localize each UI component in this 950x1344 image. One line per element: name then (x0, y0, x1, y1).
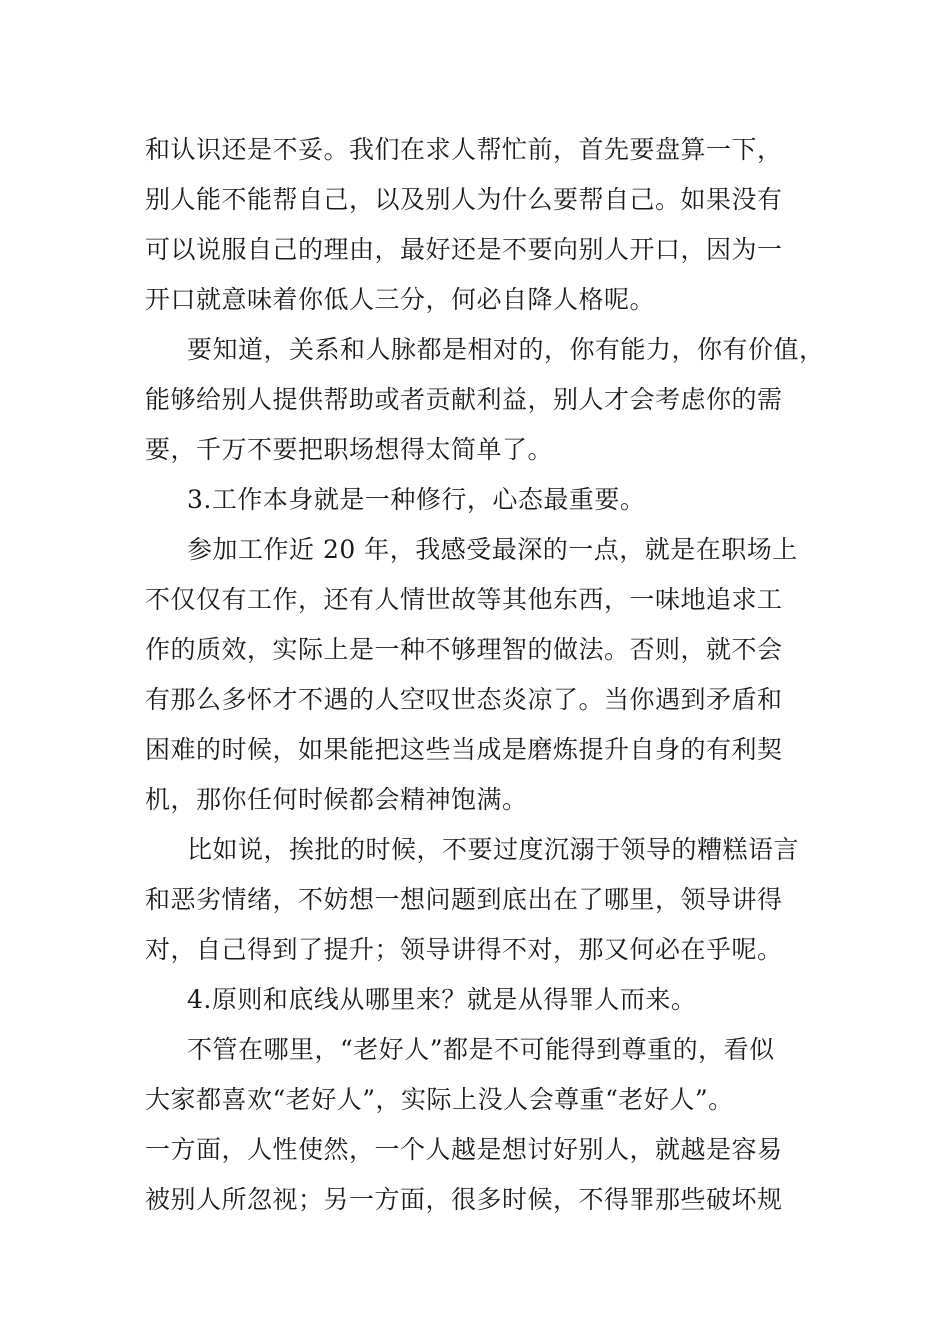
paragraph-start-line: 不管在哪里，“老好人”都是不可能得到尊重的，看似 (187, 1035, 775, 1064)
text-line: 一方面，人性使然，一个人越是想讨好别人，就越是容易 (145, 1135, 783, 1164)
text-line: 困难的时候，如果能把这些当成是磨炼提升自身的有利契 (145, 735, 783, 764)
paragraph-start-line: 比如说，挨批的时候，不要过度沉溺于领导的糟糕语言 (187, 835, 800, 864)
text-line: 机，那你任何时候都会精神饱满。 (145, 785, 528, 814)
text-line: 开口就意味着你低人三分，何必自降人格呢。 (145, 285, 656, 314)
text-line: 被别人所忽视；另一方面，很多时候，不得罪那些破坏规 (145, 1185, 783, 1214)
text-line: 可以说服自己的理由，最好还是不要向别人开口，因为一 (145, 235, 783, 264)
text-line: 能够给别人提供帮助或者贡献利益，别人才会考虑你的需 (145, 385, 783, 414)
text-line: 和恶劣情绪，不妨想一想问题到底出在了哪里，领导讲得 (145, 885, 783, 914)
section-heading-3: 3.工作本身就是一种修行，心态最重要。 (187, 485, 646, 514)
paragraph-start-line: 要知道，关系和人脉都是相对的，你有能力，你有价值， (187, 335, 825, 364)
text-line: 不仅仅有工作，还有人情世故等其他东西，一味地追求工 (145, 585, 783, 614)
document-body (145, 125, 825, 1225)
section-heading-4: 4.原则和底线从哪里来？就是从得罪人而来。 (187, 985, 697, 1014)
text-line: 作的质效，实际上是一种不够理智的做法。否则，就不会 (145, 635, 783, 664)
text-line: 大家都喜欢“老好人”，实际上没人会尊重“老好人”。 (145, 1085, 734, 1114)
text-line: 别人能不能帮自己，以及别人为什么要帮自己。如果没有 (145, 185, 783, 214)
text-line: 有那么多怀才不遇的人空叹世态炎凉了。当你遇到矛盾和 (145, 685, 783, 714)
text-line: 对，自己得到了提升；领导讲得不对，那又何必在乎呢。 (145, 935, 783, 964)
text-line: 和认识还是不妥。我们在求人帮忙前，首先要盘算一下， (145, 135, 783, 164)
text-line: 要，千万不要把职场想得太简单了。 (145, 435, 554, 464)
paragraph-start-line: 参加工作近 20 年，我感受最深的一点，就是在职场上 (187, 535, 798, 564)
